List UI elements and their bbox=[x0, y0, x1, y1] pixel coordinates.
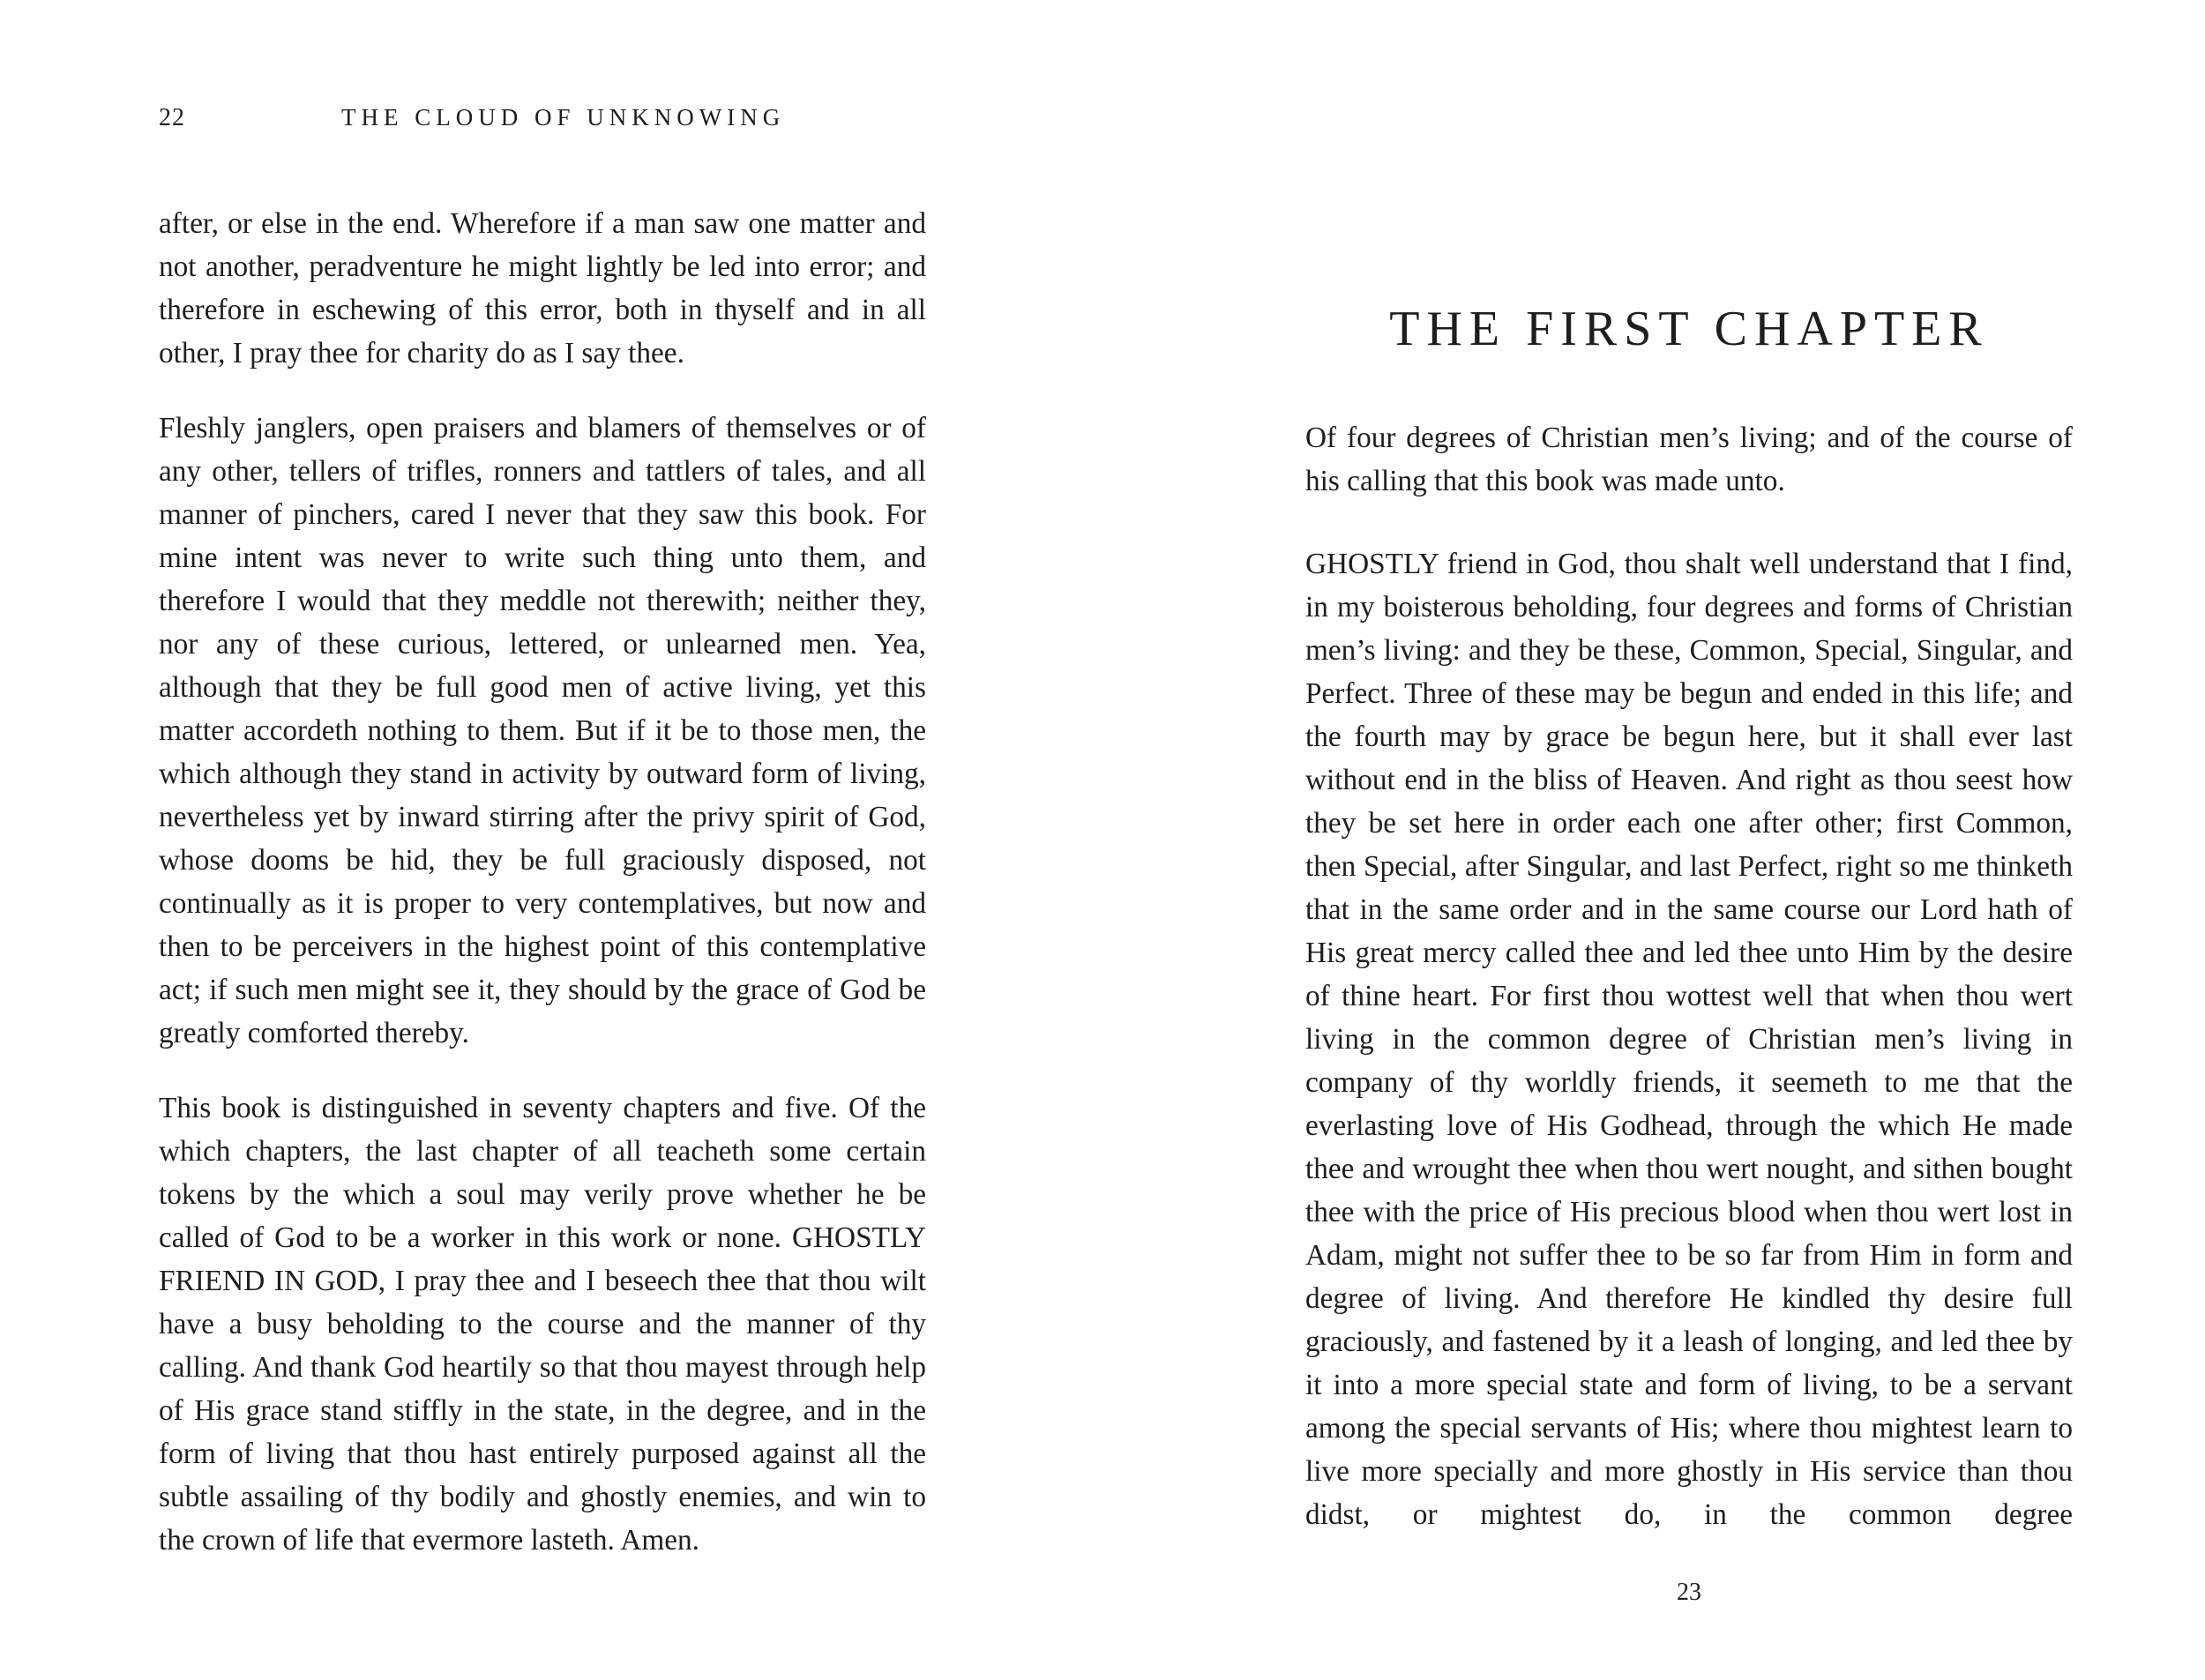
page-number-right: 23 bbox=[1677, 1579, 1701, 1606]
paragraph: This book is distinguished in seventy chapters and five. Of the which chapters, the last chapter of all teacheth some certain tokens by the which a soul may verily prove whether he be called of God to be a worker in this work or none. GHOSTLY FRIEND IN GOD, I pray thee and I beseech thee that thou wilt have a busy beholding to the course and the manner of thy calling. And thank God heartily so that thou mayest through help of His grace stand stiffly in the state, in the degree, and in the form of living that thou hast entirely purposed against all the subtle assailing of thy bodily and ghostly enemies, and win to the crown of life that evermore lasteth. Amen. bbox=[159, 1092, 926, 1557]
page-number-left: 22 bbox=[159, 104, 185, 131]
chapter-title: THE FIRST CHAPTER bbox=[1389, 302, 1989, 356]
running-head bbox=[159, 104, 935, 139]
running-head-title: THE CLOUD OF UNKNOWING bbox=[341, 104, 786, 131]
paragraph: Fleshly janglers, open praisers and blamers of themselves or of any other, tellers of trifles, ronners and tattlers of tales, and all manner of pinchers, cared I never that they saw this book. For mine intent was never to write such thing unto them, and therefore I would that they meddle not therewith; neither they, nor any of these curious, lettered, or unlearned men. Yea, although that they be full good men of active living, yet this matter accordeth nothing to them. But if it be to those men, the which although they stand in activity by outward form of living, nevertheless yet by inward stirring after the privy spirit of God, whose dooms be hid, they be full graciously disposed, not continually as it is proper to very contemplatives, but now and then to be perceivers in the highest point of this contemplative act; if such men might see it, they should by the grace of God be greatly comforted thereby. bbox=[159, 412, 926, 1049]
right-body-text bbox=[1305, 542, 2073, 1536]
paragraph: after, or else in the end. Wherefore if a man saw one matter and not another, peradventure he might lightly be led into error; and therefore in eschewing of this error, both in thyself and in all other, I pray thee for charity do as I say thee. bbox=[159, 207, 926, 370]
left-body-text bbox=[159, 202, 926, 1562]
left-page bbox=[0, 0, 1102, 1680]
chapter-summary: Of four degrees of Christian men’s living; and of the course of his calling that this book was made unto. bbox=[1305, 422, 2073, 497]
paragraph: GHOSTLY friend in God, thou shalt well understand that I find, in my boisterous beholding, four degrees and forms of Christian men’s living: and they be these, Common, Special, Singular, and Perfect. Three of these may be begun and ended in this life; and the fourth may by grace be begun here, but it shall ever last without end in the bliss of Heaven. And right as thou seest how they be set here in order each one after other; first Common, then Special, after Singular, and last Perfect, right so me thinketh that in the same order and in the same course our Lord hath of His great mercy called thee and led thee unto Him by the desire of thine heart. For first thou wottest well that when thou wert living in the common degree of Christian men’s living in company of thy worldly friends, it seemeth to me that the everlasting love of His Godhead, through the which He made thee and wrought thee when thou wert nought, and sithen bought thee with the price of His precious blood when thou wert lost in Adam, might not suffer thee to be so far from Him in form and degree of living. And therefore He kindled thy desire full graciously, and fastened by it a leash of longing, and led thee by it into a more special state and form of living, to be a servant among the special servants of His; where thou mightest learn to live more specially and more ghostly in His service than thou didst, or mightest do, in the common degree bbox=[1305, 548, 2073, 1531]
